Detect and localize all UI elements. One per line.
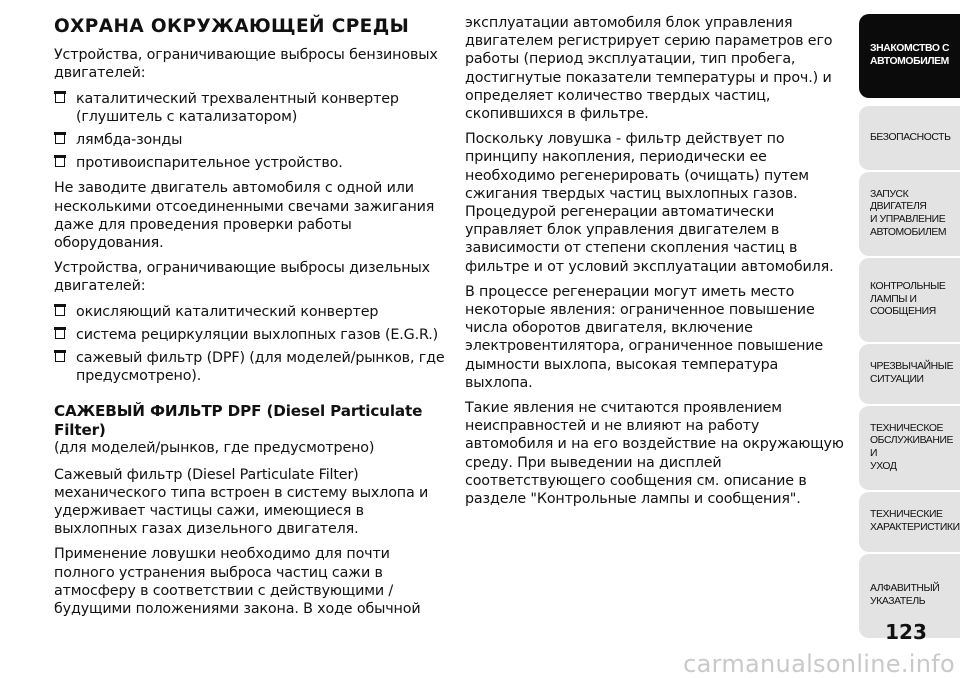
list-item — [54, 154, 446, 172]
tab-label-line: УХОД — [870, 460, 897, 472]
tab-label-line: ЛАМПЫ И — [870, 293, 917, 305]
bullet-box-icon — [55, 307, 65, 316]
tab-label — [870, 189, 952, 239]
tab-label-line: СООБЩЕНИЯ — [870, 306, 936, 318]
tab-warning-lights[interactable] — [859, 258, 960, 342]
tab-safety[interactable] — [859, 106, 960, 170]
diesel-devices-list — [54, 303, 446, 386]
tab-maintenance[interactable] — [859, 406, 960, 490]
list-item — [54, 303, 446, 321]
tab-label-line: ХАРАКТЕРИСТИКИ — [870, 522, 960, 533]
tab-technical-data[interactable] — [859, 492, 960, 552]
tab-label — [870, 43, 949, 68]
paragraph: Не заводите двигатель автомобиля с одной или несколькими отсоединенными свечами зажигания даже для проведения проверки работы оборудования. — [54, 180, 435, 252]
tab-label-line: УКАЗАТЕЛЬ — [870, 596, 926, 607]
section-heading-dpf: САЖЕВЫЙ ФИЛЬТР DPF (Diesel Particulate Filter) — [54, 402, 423, 439]
list-item-text: каталитический трехвалентный конвертер (глушитель с катализатором) — [76, 90, 399, 125]
bullet-box-icon — [55, 135, 65, 144]
paragraph: Устройства, ограничивающие выбросы дизельных двигателей: — [54, 260, 430, 295]
bullet-box-icon — [55, 353, 65, 362]
tab-label — [870, 132, 951, 145]
list-item-text: противоиспарительное устройство. — [76, 155, 343, 172]
tab-label-line: ЗНАКОМСТВО С — [870, 43, 950, 55]
tab-label-line: ЗАПУСК ДВИГАТЕЛЯ — [870, 188, 927, 213]
tab-label-line: КОНТРОЛЬНЫЕ — [870, 281, 946, 293]
paragraph: В процессе регенерации могут иметь место некоторые явления: ограниченное повышение числа оборотов двигателя, включение электровентилятора, ограниченное повышение дымности выхлопа, высокая температура выхлопа. — [465, 283, 824, 391]
paragraph: Устройства, ограничивающие выбросы бензиновых двигателей: — [54, 47, 438, 82]
tab-label-line: ТЕХНИЧЕСКИЕ — [870, 509, 943, 521]
page-number: 123 — [885, 620, 927, 644]
paragraph: Такие явления не считаются проявлением неисправностей и не влияют на работу автомобиля и на его воздействие на окружающую среду. При выведении на дисплей соответствующего сообщения см. описание в разделе "Контрольные лампы и сообщения". — [465, 400, 844, 508]
tab-label-line: АВТОМОБИЛЕМ — [870, 56, 949, 67]
list-item-text: система рециркуляции выхлопных газов (E.G.R.) — [76, 326, 439, 343]
right-column — [465, 0, 850, 515]
paragraph: эксплуатации автомобиля блок управления двигателем регистрирует серию параметров его работы (период эксплуатации, тип пробега, достигнутые показатели температуры и проч.) и определяет количество твердых частиц, скопившихся в фильтре. — [465, 15, 833, 123]
bullet-box-icon — [55, 330, 65, 339]
list-item — [54, 90, 446, 126]
tab-starting-driving[interactable] — [859, 172, 960, 256]
section-heading-environment: ОХРАНА ОКРУЖАЮЩЕЙ СРЕДЫ — [54, 16, 410, 37]
list-item — [54, 349, 446, 385]
bullet-box-icon — [55, 158, 65, 167]
tab-label — [870, 509, 960, 534]
bullet-box-icon — [55, 94, 65, 103]
left-column — [54, 0, 446, 625]
tab-label-line: СИТУАЦИИ — [870, 374, 924, 385]
tab-label — [870, 361, 953, 386]
petrol-devices-list — [54, 90, 446, 173]
tab-label-line: АЛФАВИТНЫЙ — [870, 583, 940, 595]
list-item-text: окисляющий каталитический конвертер — [76, 303, 379, 320]
paragraph: Сажевый фильтр (Diesel Particulate Filter) механического типа встроен в систему выхлопа и удерживает частицы сажи, имеющиеся в выхлопных газах дизельного двигателя. — [54, 466, 429, 538]
section-subheading: (для моделей/рынков, где предусмотрено) — [54, 440, 375, 457]
tab-label-line: БЕЗОПАСНОСТЬ — [870, 131, 951, 143]
tab-label — [870, 583, 939, 608]
tab-label-line: ЧРЕЗВЫЧАЙНЫЕ — [870, 361, 954, 373]
tab-label-line: И УПРАВЛЕНИЕ — [870, 214, 946, 225]
list-item — [54, 131, 446, 149]
tab-label — [870, 281, 945, 319]
tab-label-line: ОБСЛУЖИВАНИЕ И — [870, 435, 954, 459]
list-item-text: сажевый фильтр (DPF) (для моделей/рынков, где предусмотрено). — [76, 350, 445, 385]
tab-label-line: ТЕХНИЧЕСКОЕ — [870, 422, 944, 434]
chapter-sidebar — [859, 0, 960, 678]
tab-label — [870, 423, 953, 473]
watermark: carmanualsonline.info — [683, 650, 955, 678]
tab-emergency[interactable] — [859, 344, 960, 404]
list-item-text: лямбда-зонды — [76, 132, 183, 149]
paragraph: Поскольку ловушка - фильтр действует по принципу накопления, периодически ее необходимо регенерировать (очищать) путем сжигания твердых частиц выхлопных газов. Процедурой регенерации автоматически управляет блок управления двигателем в зависимости от степени скопления частиц в фильтре и от условий эксплуатации автомобиля. — [465, 131, 834, 275]
tab-label-line: АВТОМОБИЛЕМ — [870, 226, 947, 238]
tab-intro[interactable] — [859, 14, 960, 98]
list-item — [54, 326, 446, 344]
paragraph: Применение ловушки необходимо для почти полного устранения выброса частиц сажи в атмосферу в соответствии с действующими / будущими положениями закона. В ходе обычной — [54, 546, 421, 618]
